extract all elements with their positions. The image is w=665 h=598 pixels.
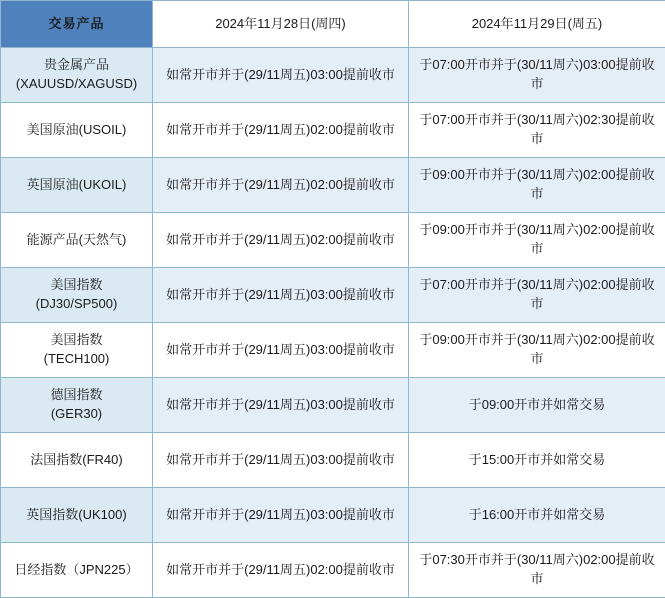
product-name-line2: (DJ30/SP500) (7, 295, 146, 314)
table-header-row (1, 1, 665, 48)
table-row (1, 488, 665, 543)
product-name-line1: 能源产品(天然气) (27, 232, 127, 247)
cell-day1-schedule: 如常开市并于(29/11周五)03:00提前收市 (153, 433, 409, 488)
table-row (1, 543, 665, 598)
cell-day2-schedule: 于07:00开市并于(30/11周六)03:00提前收市 (409, 48, 665, 103)
product-name-line1: 英国指数(UK100) (26, 507, 126, 522)
table-row (1, 103, 665, 158)
cell-day1-schedule: 如常开市并于(29/11周五)03:00提前收市 (153, 48, 409, 103)
table-row (1, 378, 665, 433)
product-name-line1: 贵金属产品 (44, 57, 109, 72)
cell-day2-schedule: 于09:00开市并如常交易 (409, 378, 665, 433)
table-row (1, 268, 665, 323)
product-name-line2: (XAUUSD/XAGUSD) (7, 75, 146, 94)
column-header-day1: 2024年11月28日(周四) (153, 1, 409, 48)
table-row (1, 48, 665, 103)
cell-day2-schedule: 于15:00开市并如常交易 (409, 433, 665, 488)
column-header-product: 交易产品 (1, 1, 153, 48)
product-name-line1: 美国原油(USOIL) (27, 122, 127, 137)
cell-product-name (1, 268, 153, 323)
table-body (1, 48, 665, 598)
product-name-line1: 美国指数 (50, 277, 102, 292)
cell-day1-schedule: 如常开市并于(29/11周五)03:00提前收市 (153, 323, 409, 378)
table-row (1, 158, 665, 213)
cell-product-name (1, 48, 153, 103)
cell-product-name (1, 103, 153, 158)
product-name-line1: 法国指数(FR40) (30, 452, 122, 467)
table-row (1, 323, 665, 378)
cell-day1-schedule: 如常开市并于(29/11周五)03:00提前收市 (153, 268, 409, 323)
cell-product-name (1, 323, 153, 378)
product-name-line1: 德国指数 (50, 387, 102, 402)
cell-product-name (1, 158, 153, 213)
cell-day2-schedule: 于16:00开市并如常交易 (409, 488, 665, 543)
cell-day2-schedule: 于09:00开市并于(30/11周六)02:00提前收市 (409, 323, 665, 378)
cell-product-name (1, 543, 153, 598)
cell-product-name (1, 433, 153, 488)
table-row (1, 213, 665, 268)
cell-day2-schedule: 于07:00开市并于(30/11周六)02:00提前收市 (409, 268, 665, 323)
cell-day1-schedule: 如常开市并于(29/11周五)02:00提前收市 (153, 158, 409, 213)
product-name-line1: 美国指数 (50, 332, 102, 347)
cell-day1-schedule: 如常开市并于(29/11周五)02:00提前收市 (153, 103, 409, 158)
cell-day1-schedule: 如常开市并于(29/11周五)02:00提前收市 (153, 213, 409, 268)
cell-day1-schedule: 如常开市并于(29/11周五)02:00提前收市 (153, 543, 409, 598)
cell-day1-schedule: 如常开市并于(29/11周五)03:00提前收市 (153, 488, 409, 543)
product-name-line1: 英国原油(UKOIL) (27, 177, 127, 192)
product-name-line1: 日经指数（JPN225） (14, 562, 138, 577)
table-header (1, 1, 665, 48)
cell-day2-schedule: 于09:00开市并于(30/11周六)02:00提前收市 (409, 158, 665, 213)
column-header-day2: 2024年11月29日(周五) (409, 1, 665, 48)
cell-product-name (1, 213, 153, 268)
cell-day2-schedule: 于07:00开市并于(30/11周六)02:30提前收市 (409, 103, 665, 158)
cell-day2-schedule: 于09:00开市并于(30/11周六)02:00提前收市 (409, 213, 665, 268)
cell-product-name (1, 378, 153, 433)
cell-product-name (1, 488, 153, 543)
cell-day1-schedule: 如常开市并于(29/11周五)03:00提前收市 (153, 378, 409, 433)
table-row (1, 433, 665, 488)
product-name-line2: (GER30) (7, 405, 146, 424)
product-name-line2: (TECH100) (7, 350, 146, 369)
cell-day2-schedule: 于07:30开市并于(30/11周六)02:00提前收市 (409, 543, 665, 598)
